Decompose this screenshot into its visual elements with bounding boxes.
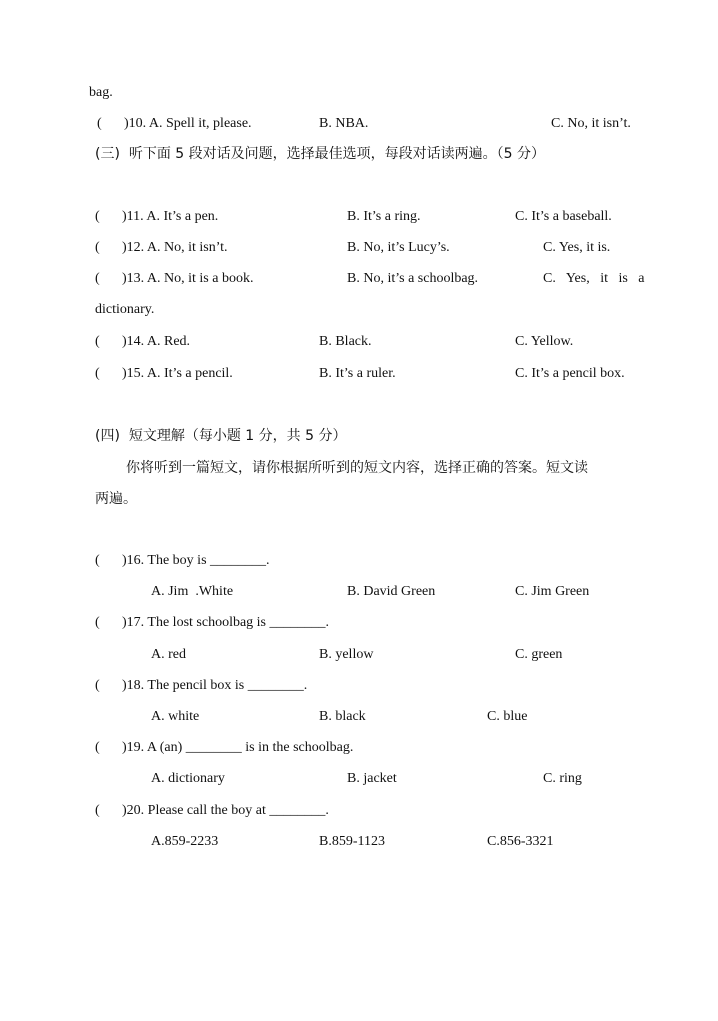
question-13: )13. A. No, it is a book. xyxy=(122,271,254,286)
option-a: A. Jim .White xyxy=(151,584,234,599)
option-b: B. David Green xyxy=(347,584,436,599)
option-c: C. Yes, it is a xyxy=(543,271,645,286)
question-19: )19. A (an) ________ is in the schoolbag. xyxy=(122,740,354,755)
answer-paren: ( xyxy=(95,553,100,568)
option-a: A. red xyxy=(151,647,186,662)
question-15: )15. A. It’s a pencil. xyxy=(122,366,233,381)
answer-paren: ( xyxy=(95,366,100,381)
option-b: B. black xyxy=(319,709,366,724)
answer-paren: ( xyxy=(95,209,100,224)
option-a: A.859-2233 xyxy=(151,834,219,849)
option-b: B.859-1123 xyxy=(319,834,385,849)
option-b: B. NBA. xyxy=(319,116,369,131)
option-c: C. It’s a pencil box. xyxy=(515,366,625,381)
question-16: )16. The boy is ________. xyxy=(122,553,270,568)
question-17: )17. The lost schoolbag is ________. xyxy=(122,615,330,630)
answer-paren: ( xyxy=(95,740,100,755)
section-3-heading: (三) 听下面 5 段对话及问题，选择最佳选项，每段对话读两遍。（5 分） xyxy=(95,146,545,162)
question-18: )18. The pencil box is ________. xyxy=(122,678,308,693)
option-b: B. Black. xyxy=(319,334,372,349)
option-c: C. Yellow. xyxy=(515,334,574,349)
question-11: )11. A. It’s a pen. xyxy=(122,209,219,224)
option-b: B. yellow xyxy=(319,647,374,662)
answer-paren: ( xyxy=(95,615,100,630)
answer-paren: ( xyxy=(95,678,100,693)
answer-paren: ( xyxy=(95,803,100,818)
option-c: C. No, it isn’t. xyxy=(551,116,631,131)
answer-paren: ( xyxy=(95,271,100,286)
answer-paren: ( xyxy=(95,334,100,349)
option-b: B. It’s a ring. xyxy=(347,209,421,224)
option-c: C. blue xyxy=(487,709,528,724)
question-20: )20. Please call the boy at ________. xyxy=(122,803,329,818)
option-c: C. Jim Green xyxy=(515,584,590,599)
section-4-instruction-cont: 两遍。 xyxy=(95,491,137,507)
continued-text: bag. xyxy=(89,85,113,100)
option-c: C.856-3321 xyxy=(487,834,554,849)
option-c: C. Yes, it is. xyxy=(543,240,611,255)
option-c-continued: dictionary. xyxy=(95,302,155,317)
option-b: B. No, it’s Lucy’s. xyxy=(347,240,450,255)
option-c: C. ring xyxy=(543,771,582,786)
option-a: A. dictionary xyxy=(151,771,225,786)
option-c: C. green xyxy=(515,647,563,662)
answer-paren: ( xyxy=(97,116,102,131)
option-b: B. No, it’s a schoolbag. xyxy=(347,271,479,286)
section-4-heading: (四) 短文理解（每小题 1 分，共 5 分） xyxy=(95,428,347,444)
question-12: )12. A. No, it isn’t. xyxy=(122,240,228,255)
option-c: C. It’s a baseball. xyxy=(515,209,612,224)
section-4-instruction: 你将听到一篇短文，请你根据所听到的短文内容，选择正确的答案。短文读 xyxy=(126,460,588,476)
question-14: )14. A. Red. xyxy=(122,334,191,349)
option-b: B. It’s a ruler. xyxy=(319,366,396,381)
question-10: )10. A. Spell it, please. xyxy=(124,116,252,131)
option-a: A. white xyxy=(151,709,200,724)
answer-paren: ( xyxy=(95,240,100,255)
option-b: B. jacket xyxy=(347,771,397,786)
